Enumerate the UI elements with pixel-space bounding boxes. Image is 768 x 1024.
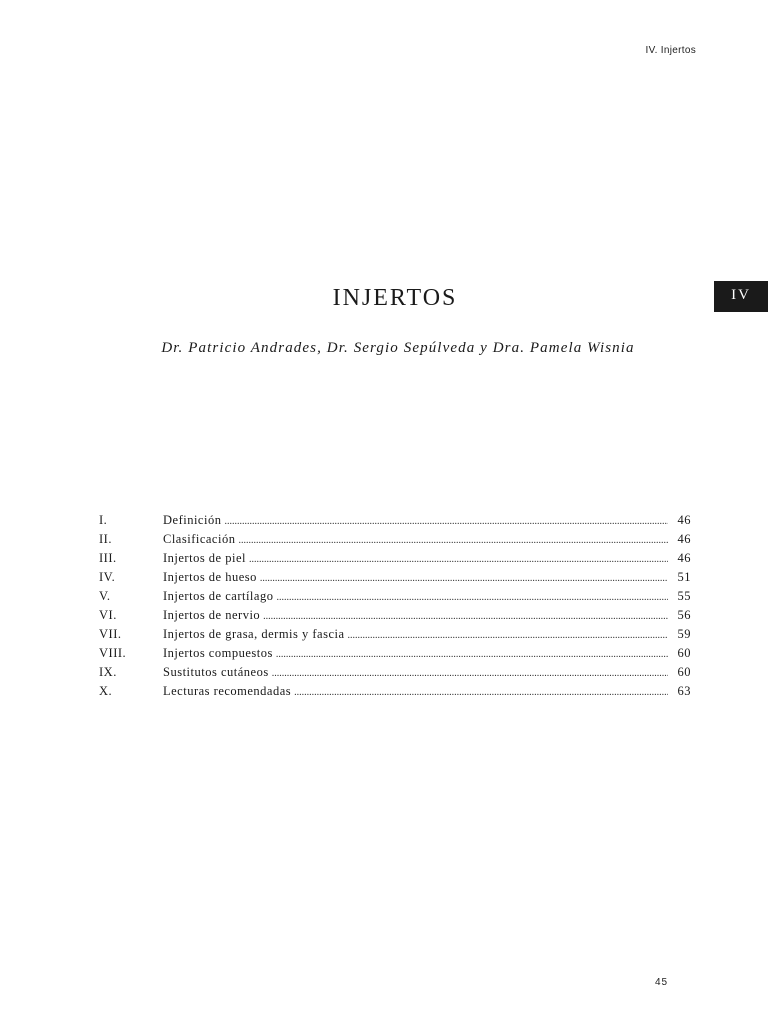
toc-dot-leader xyxy=(249,550,668,569)
toc-entry[interactable] xyxy=(99,606,691,625)
chapter-title: INJERTOS xyxy=(332,285,458,311)
toc-entry-page: 56 xyxy=(677,608,691,622)
toc-entry-page: 60 xyxy=(677,646,691,660)
toc-dot-leader xyxy=(272,664,668,683)
toc-entry-number: I. xyxy=(99,513,108,527)
toc-dot-leader xyxy=(276,588,668,607)
toc-entry[interactable] xyxy=(99,587,691,606)
running-header: IV. Injertos xyxy=(645,45,696,56)
page-number: 45 xyxy=(655,977,669,988)
toc-entry-label: Lecturas recomendadas xyxy=(163,684,292,698)
toc-entry-page: 60 xyxy=(677,665,691,679)
toc-dot-leader xyxy=(224,512,668,531)
toc-dot-leader xyxy=(276,645,668,664)
toc-dot-leader xyxy=(263,607,668,626)
toc-entry-label: Injertos de hueso xyxy=(163,570,257,584)
toc-entry-number: IX. xyxy=(99,665,117,679)
toc-entry-label: Definición xyxy=(163,513,222,527)
toc-entry-page: 46 xyxy=(677,551,691,565)
chapter-authors: Dr. Patricio Andrades, Dr. Sergio Sepúlveda y Dra. Pamela Wisnia xyxy=(161,340,635,356)
toc-entry[interactable] xyxy=(99,511,691,530)
toc-entry-label: Injertos de piel xyxy=(163,551,246,565)
toc-entry-label: Injertos de cartílago xyxy=(163,589,274,603)
toc-entry-page: 55 xyxy=(677,589,691,603)
toc-entry-label: Injertos de nervio xyxy=(163,608,261,622)
toc-entry-page: 46 xyxy=(677,513,691,527)
toc-entry-page: 59 xyxy=(677,627,691,641)
toc-entry-number: VIII. xyxy=(99,646,127,660)
toc-entry-page: 63 xyxy=(677,684,691,698)
toc-entry-number: III. xyxy=(99,551,117,565)
toc-dot-leader xyxy=(348,626,668,645)
toc-entry-label: Clasificación xyxy=(163,532,236,546)
toc-entry-label: Injertos de grasa, dermis y fascia xyxy=(163,627,345,641)
toc-entry[interactable] xyxy=(99,663,691,682)
toc-entry[interactable] xyxy=(99,568,691,587)
toc-entry-number: X. xyxy=(99,684,113,698)
table-of-contents xyxy=(99,511,691,701)
toc-dot-leader xyxy=(238,531,668,550)
toc-entry-label: Injertos compuestos xyxy=(163,646,273,660)
toc-entry-label: Sustitutos cutáneos xyxy=(163,665,269,679)
toc-entry[interactable] xyxy=(99,625,691,644)
toc-entry[interactable] xyxy=(99,682,691,701)
toc-entry-number: VII. xyxy=(99,627,122,641)
toc-entry-number: IV. xyxy=(99,570,116,584)
toc-entry-number: II. xyxy=(99,532,112,546)
chapter-tab-label: IV xyxy=(731,287,751,303)
toc-entry[interactable] xyxy=(99,549,691,568)
toc-entry-page: 51 xyxy=(677,570,691,584)
toc-entry-number: VI. xyxy=(99,608,117,622)
toc-entry-number: V. xyxy=(99,589,111,603)
toc-dot-leader xyxy=(260,569,668,588)
toc-entry[interactable] xyxy=(99,644,691,663)
toc-entry[interactable] xyxy=(99,530,691,549)
toc-dot-leader xyxy=(294,683,668,702)
toc-entry-page: 46 xyxy=(677,532,691,546)
